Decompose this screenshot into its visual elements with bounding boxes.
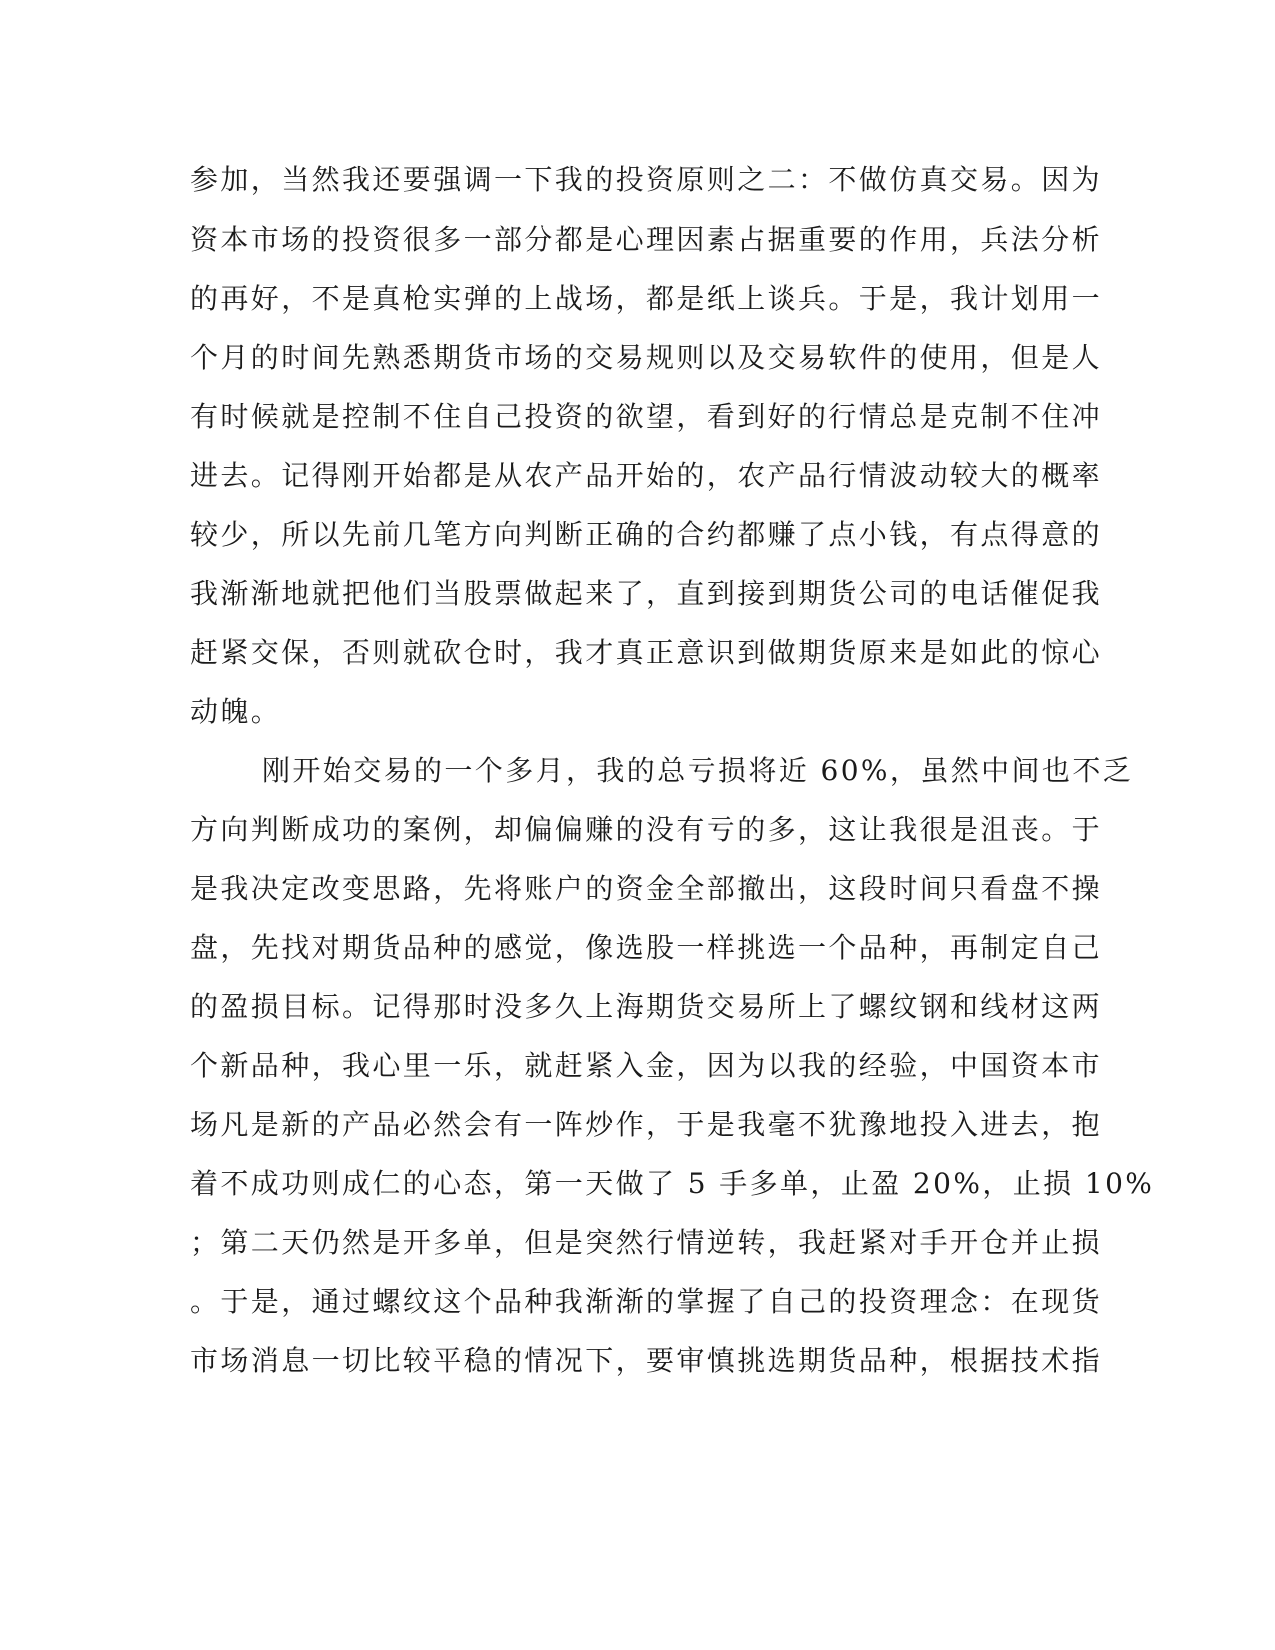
- paragraph-line: 个月的时间先熟悉期货市场的交易规则以及交易软件的使用，但是人: [190, 341, 1103, 374]
- paragraph-line: 场凡是新的产品必然会有一阵炒作，于是我毫不犹豫地投入进去，抱: [190, 1108, 1103, 1141]
- paragraph-line: 的盈损目标。记得那时没多久上海期货交易所上了螺纹钢和线材这两: [190, 990, 1103, 1023]
- paragraph-line: 市场消息一切比较平稳的情况下，要审慎挑选期货品种，根据技术指: [190, 1344, 1103, 1377]
- paragraph-line: 资本市场的投资很多一部分都是心理因素占据重要的作用，兵法分析: [190, 223, 1103, 256]
- paragraph-line: 个新品种，我心里一乐，就赶紧入金，因为以我的经验，中国资本市: [190, 1049, 1103, 1082]
- paragraph-line: 参加，当然我还要强调一下我的投资原则之二：不做仿真交易。因为: [190, 163, 1103, 196]
- paragraph-line: 的再好，不是真枪实弹的上战场，都是纸上谈兵。于是，我计划用一: [190, 282, 1103, 315]
- paragraph-line: 。于是，通过螺纹这个品种我渐渐的掌握了自己的投资理念：在现货: [190, 1285, 1103, 1318]
- paragraph-line: 盘，先找对期货品种的感觉，像选股一样挑选一个品种，再制定自己: [190, 931, 1103, 964]
- paragraph-line: 动魄。: [190, 695, 282, 728]
- paragraph-line: 我渐渐地就把他们当股票做起来了，直到接到期货公司的电话催促我: [190, 577, 1103, 610]
- paragraph-line: 进去。记得刚开始都是从农产品开始的，农产品行情波动较大的概率: [190, 459, 1103, 492]
- paragraph-line: 是我决定改变思路，先将账户的资金全部撤出，这段时间只看盘不操: [190, 872, 1103, 905]
- paragraph-line: 方向判断成功的案例，却偏偏赚的没有亏的多，这让我很是沮丧。于: [190, 813, 1103, 846]
- paragraph-line: 赶紧交保，否则就砍仓时，我才真正意识到做期货原来是如此的惊心: [190, 636, 1103, 669]
- paragraph-line: 较少，所以先前几笔方向判断正确的合约都赚了点小钱，有点得意的: [190, 518, 1103, 551]
- paragraph-line: 刚开始交易的一个多月，我的总亏损将近 60%，虽然中间也不乏: [262, 754, 1134, 787]
- paragraph-line: 有时候就是控制不住自己投资的欲望，看到好的行情总是克制不住冲: [190, 400, 1103, 433]
- paragraph-line: 着不成功则成仁的心态，第一天做了 5 手多单，止盈 20%，止损 10%: [190, 1167, 1155, 1200]
- paragraph-line: ；第二天仍然是开多单，但是突然行情逆转，我赶紧对手开仓并止损: [190, 1226, 1103, 1259]
